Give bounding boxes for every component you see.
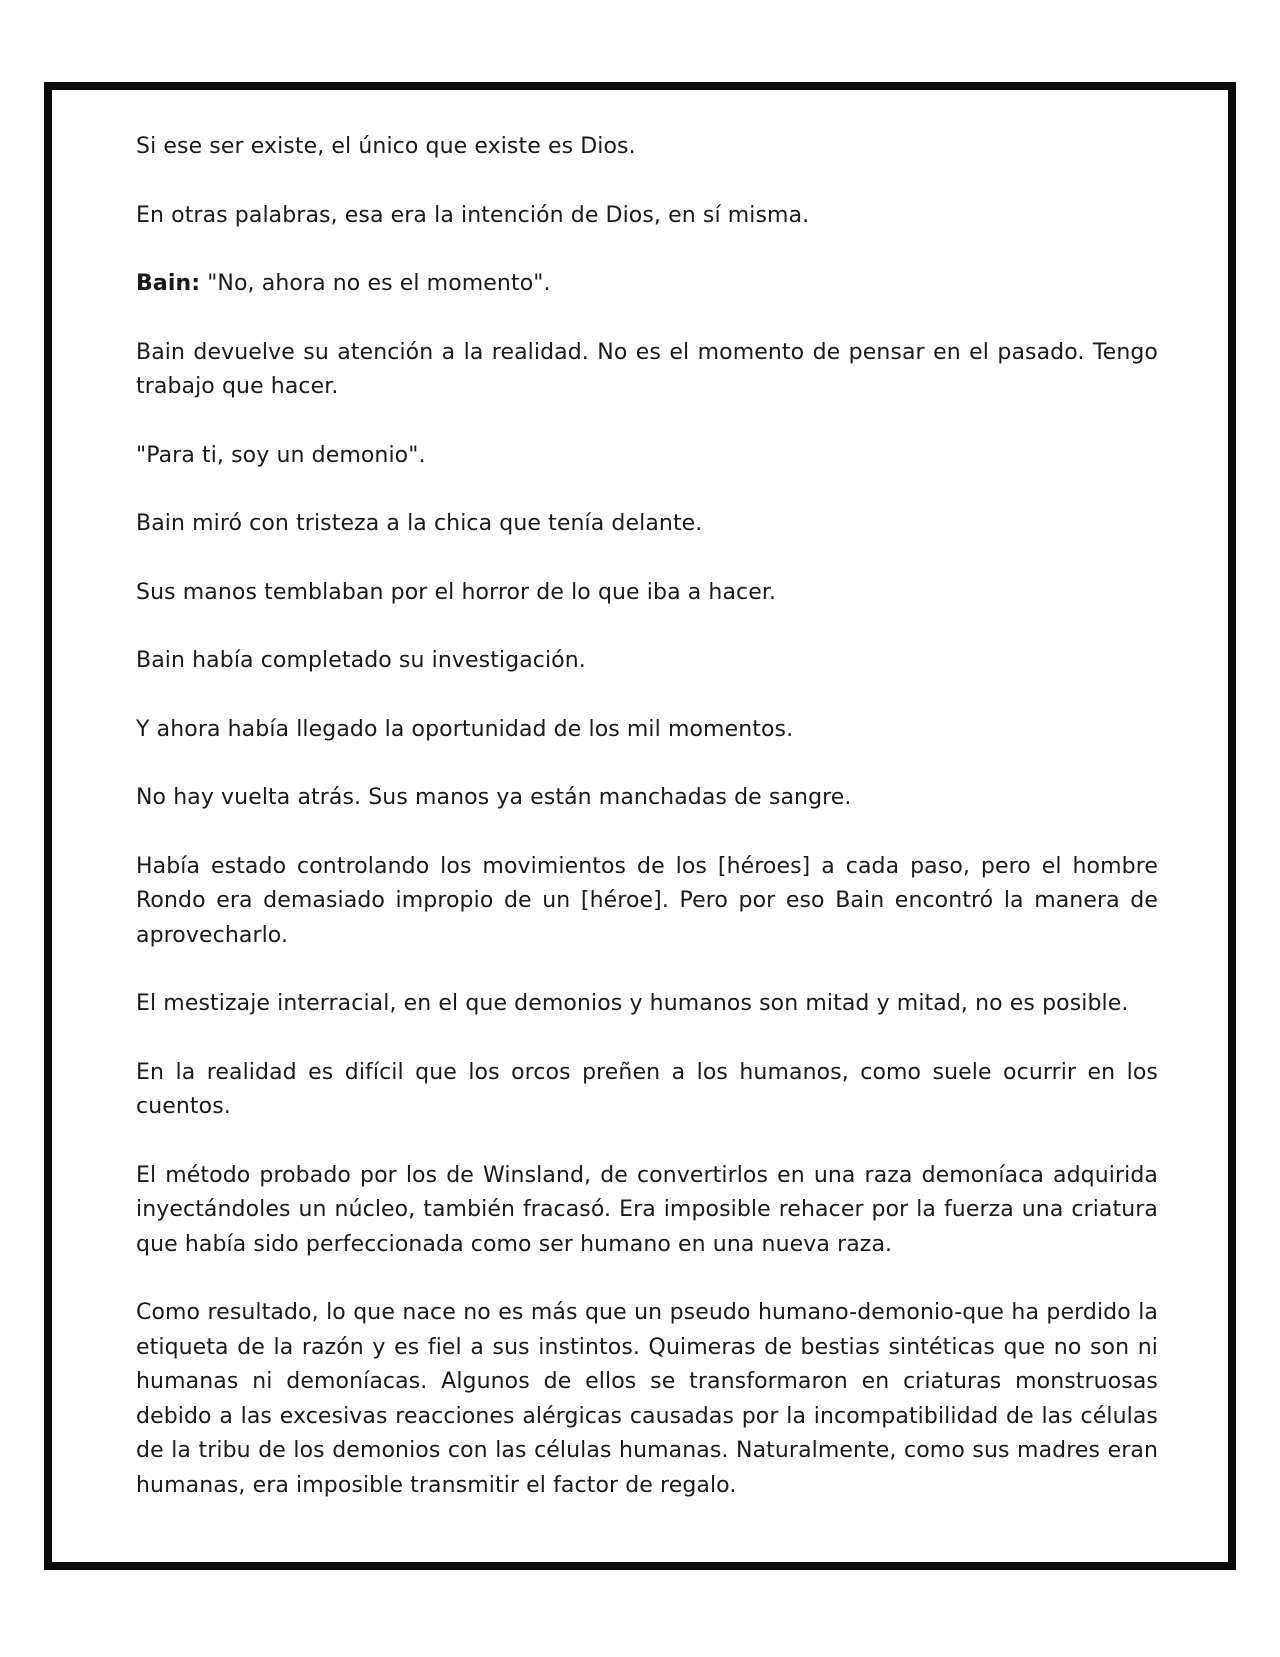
paragraph-text: El mestizaje interracial, en el que demonios y humanos son mitad y mitad, no es posible. [136, 991, 1129, 1016]
paragraph-6 [136, 507, 1158, 542]
paragraph-7 [136, 576, 1158, 611]
paragraph-11 [136, 850, 1158, 954]
paragraph-text: No hay vuelta atrás. Sus manos ya están manchadas de sangre. [136, 785, 852, 810]
speaker-label: Bain: [136, 271, 201, 296]
paragraph-text: Bain devuelve su atención a la realidad. No es el momento de pensar en el pasado. Tengo trabajo que hacer. [136, 339, 1158, 399]
paragraph-text: "No, ahora no es el momento". [200, 271, 551, 296]
paragraph-2 [136, 199, 1158, 234]
paragraph-1 [136, 130, 1158, 165]
paragraph-text: El método probado por los de Winsland, de convertirlos en una raza demoníaca adquirida inyectándoles un núcleo, también fracasó. Era imposible rehacer por la fuerza una criatura que había sido perfeccionada como ser humano en una nueva raza. [136, 1162, 1158, 1257]
document-body [136, 130, 1158, 1537]
paragraph-text: Si ese ser existe, el único que existe es Dios. [136, 134, 636, 159]
paragraph-text: En la realidad es difícil que los orcos preñen a los humanos, como suele ocurrir en los cuentos. [136, 1059, 1158, 1119]
paragraph-text: Como resultado, lo que nace no es más que un pseudo humano-demonio-que ha perdido la etiqueta de la razón y es fiel a sus instintos. Quimeras de bestias sintéticas que no son ni humanas ni demoníacas. Algunos de ellos se transformaron en criaturas monstruosas debido a las excesivas reacciones alérgicas causadas por la incompatibilidad de las células de la tribu de los demonios con las células humanas. Naturalmente, como sus madres eran humanas, era imposible transmitir el factor de regalo. [136, 1300, 1158, 1498]
paragraph-8 [136, 644, 1158, 679]
paragraph-text: Sus manos temblaban por el horror de lo que iba a hacer. [136, 579, 777, 605]
paragraph-14 [136, 1159, 1158, 1263]
paragraph-text: Bain miró con tristeza a la chica que tenía delante. [136, 511, 703, 536]
paragraph-12 [136, 987, 1158, 1022]
paragraph-3 [136, 267, 1158, 302]
paragraph-13 [136, 1056, 1158, 1125]
paragraph-text: Y ahora había llegado la oportunidad de los mil momentos. [136, 716, 794, 742]
paragraph-text: "Para ti, soy un demonio". [136, 442, 426, 468]
paragraph-text: Había estado controlando los movimientos de los [héroes] a cada paso, pero el hombre Rondo era demasiado impropio de un [héroe]. Pero por eso Bain encontró la manera de aprovecharlo. [136, 853, 1158, 948]
page-frame [44, 82, 1236, 1570]
paragraph-5 [136, 439, 1158, 474]
paragraph-15 [136, 1296, 1158, 1503]
paragraph-4 [136, 336, 1158, 405]
paragraph-9 [136, 713, 1158, 748]
paragraph-text: En otras palabras, esa era la intención de Dios, en sí misma. [136, 202, 810, 228]
paragraph-text: Bain había completado su investigación. [136, 648, 586, 673]
paragraph-10 [136, 781, 1158, 816]
